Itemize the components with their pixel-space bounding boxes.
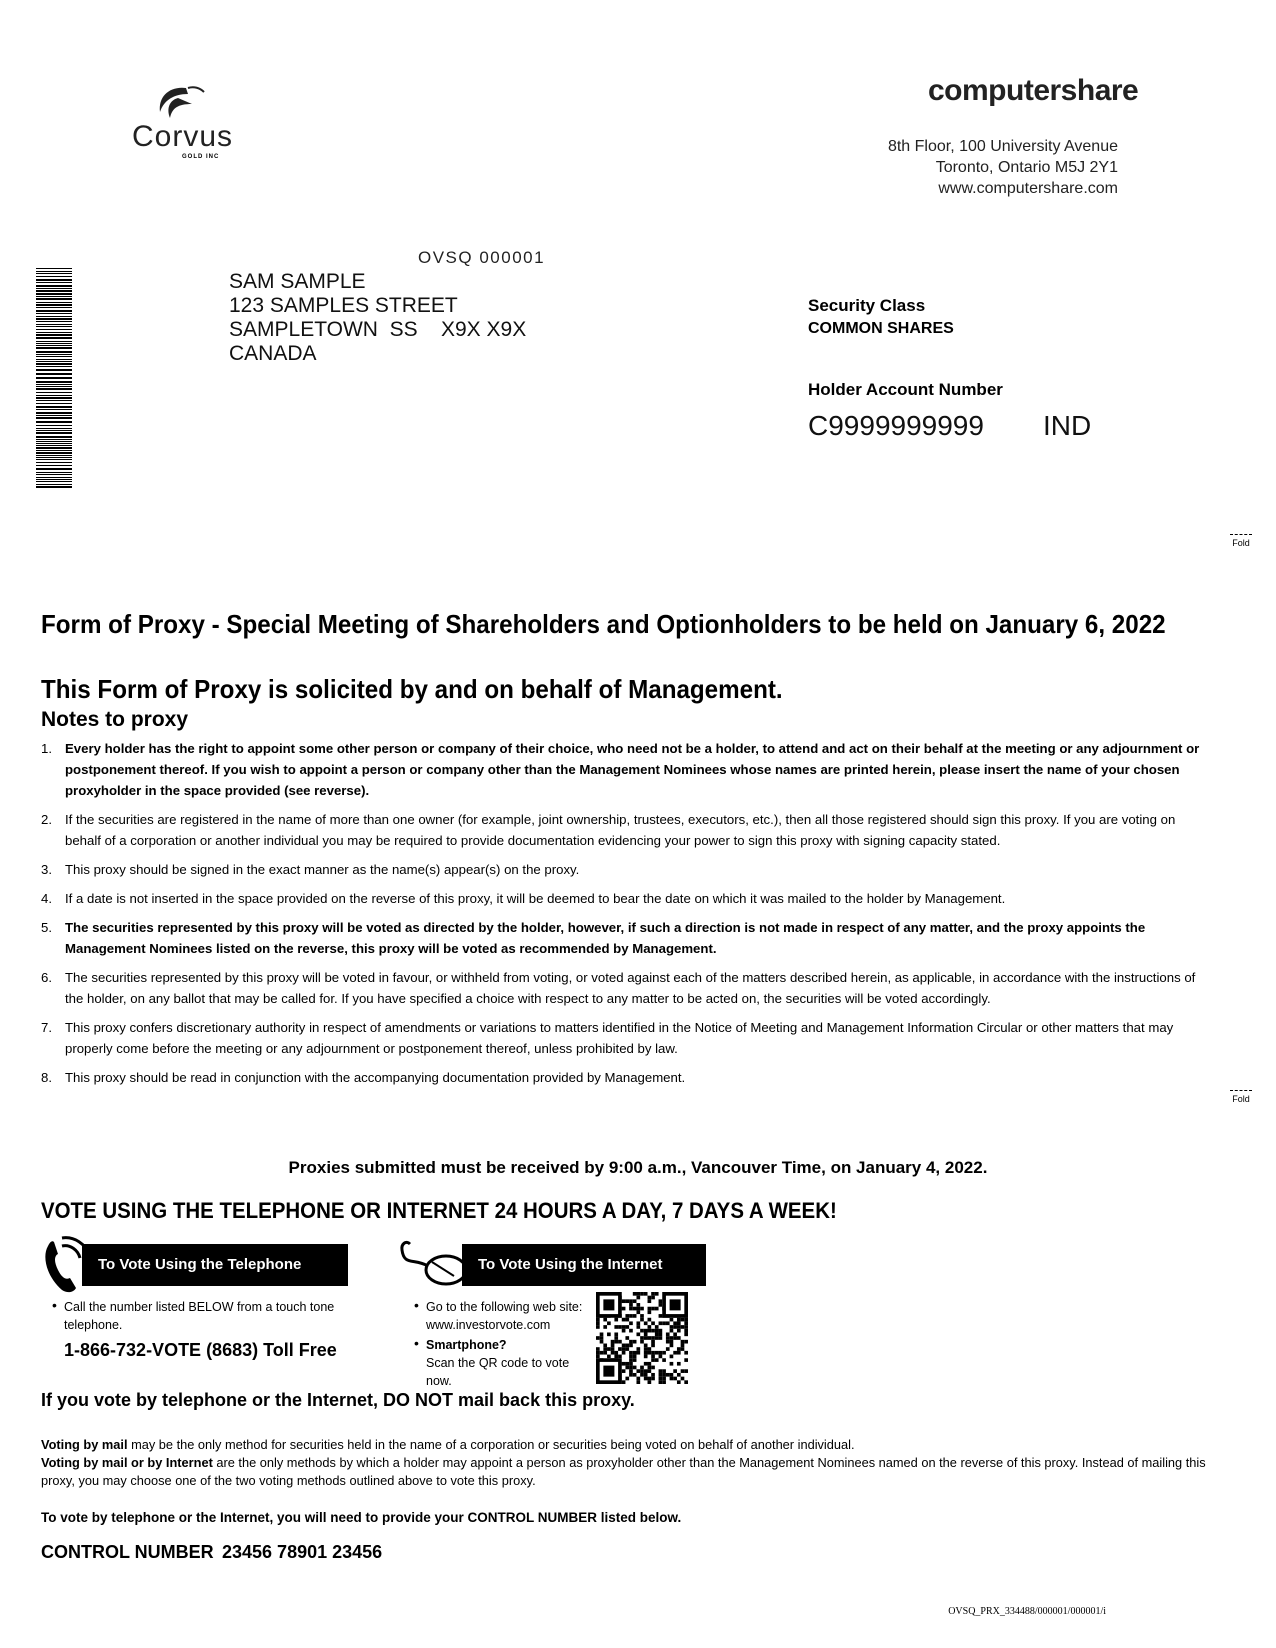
form-title: Form of Proxy - Special Meeting of Shareholders and Optionholders to be held on January 6, 2022 bbox=[41, 609, 1166, 639]
mail-internet-bold: Voting by mail or by Internet bbox=[41, 1455, 213, 1470]
computershare-logo: computershare bbox=[928, 74, 1139, 107]
account-type: IND bbox=[1043, 410, 1092, 441]
note-item bbox=[41, 917, 1211, 959]
note-number: 5. bbox=[41, 920, 52, 935]
internet-instruction: • Go to the following web site: www.investorvote.com bbox=[414, 1297, 583, 1332]
mailing-barcode bbox=[36, 268, 72, 490]
address-line: SAMPLETOWN SS X9X X9X bbox=[229, 318, 527, 341]
note-text: Every holder has the right to appoint some other person or company of their choice, who need not be a holder, to attend and act on their behalf at the meeting or any adjournment or postponement thereof. If you wish to appoint a person or company other than the Management Nominees whose names are printed herein, please insert the name of your chosen proxyholder in the space provided (see reverse). bbox=[65, 741, 1200, 798]
no-mail-notice: If you vote by telephone or the Internet, DO NOT mail back this proxy. bbox=[41, 1390, 635, 1410]
fold-mark bbox=[1230, 534, 1252, 548]
mail-voting-bold: Voting by mail bbox=[41, 1437, 128, 1452]
note-text: The securities represented by this proxy will be voted in favour, or withheld from voting, or voted against each of the matters described herein, as applicable, in accordance with the instructions of the holder, on any ballot that may be called for. If you have specified a choice with respect to any matter to be acted on, the securities will be voted accordingly. bbox=[65, 970, 1196, 1006]
mail-voting-paragraph bbox=[41, 1436, 1221, 1490]
telephone-number: 1-866-732-VOTE (8683) Toll Free bbox=[64, 1340, 337, 1360]
control-number: 23456 78901 23456 bbox=[222, 1542, 383, 1562]
document-id: OVSQ_PRX_334488/000001/000001/i bbox=[948, 1606, 1106, 1617]
note-item bbox=[41, 888, 1211, 909]
account-number: C9999999999 bbox=[808, 410, 984, 441]
security-class-label: Security Class bbox=[808, 296, 926, 315]
mail-internet-text: are the only methods by which a holder may appoint a person as proxyholder other than the Management Nominees named on the reverse of this proxy. Instead of mailing this proxy, you may choose one of the two voting methods outlined above to vote this proxy. bbox=[41, 1455, 1206, 1488]
telephone-vote-bar: To Vote Using the Telephone bbox=[82, 1244, 348, 1286]
smartphone-text: Scan the QR code to vote now. bbox=[426, 1356, 570, 1388]
internet-instruction-text: Go to the following web site: bbox=[426, 1300, 583, 1314]
note-item bbox=[41, 859, 1211, 880]
note-text: This proxy should be signed in the exact manner as the name(s) appear(s) on the proxy. bbox=[65, 862, 580, 877]
mouse-icon bbox=[396, 1236, 472, 1294]
note-item bbox=[41, 738, 1211, 801]
control-number-label: CONTROL NUMBER bbox=[41, 1542, 214, 1562]
fold-label: Fold bbox=[1232, 538, 1250, 548]
agent-address-line: www.computershare.com bbox=[938, 180, 1118, 197]
note-number: 1. bbox=[41, 741, 52, 756]
agent-address-line: Toronto, Ontario M5J 2Y1 bbox=[935, 159, 1118, 176]
address-line: 123 SAMPLES STREET bbox=[229, 294, 458, 317]
internet-url[interactable]: www.investorvote.com bbox=[426, 1318, 551, 1332]
solicitation-statement: This Form of Proxy is solicited by and on behalf of Management. bbox=[41, 674, 783, 704]
telephone-instruction-text: Call the number listed BELOW from a touch tone telephone. bbox=[64, 1300, 335, 1332]
note-number: 4. bbox=[41, 891, 52, 906]
note-number: 6. bbox=[41, 970, 52, 985]
note-number: 2. bbox=[41, 812, 52, 827]
corvus-logo bbox=[130, 84, 240, 164]
agent-address bbox=[888, 136, 1118, 199]
note-number: 3. bbox=[41, 862, 52, 877]
issuer-sub: GOLD INC bbox=[182, 154, 220, 160]
note-number: 8. bbox=[41, 1070, 52, 1085]
address-line: SAM SAMPLE bbox=[229, 270, 366, 293]
note-text: This proxy should be read in conjunction with the accompanying documentation provided by Management. bbox=[65, 1070, 686, 1085]
security-class-value: COMMON SHARES bbox=[808, 320, 954, 337]
note-item bbox=[41, 1067, 1211, 1088]
mailing-address bbox=[229, 270, 526, 366]
mail-voting-text: may be the only method for securities held in the name of a corporation or securities being voted on behalf of another individual. bbox=[127, 1437, 855, 1452]
note-text: If the securities are registered in the name of more than one owner (for example, joint ownership, trustees, executors, etc.), then all those registered should sign this proxy. If you are voting on behalf of a corporation or another individual you may be required to provide documentation evidencing your power to sign this proxy with signing capacity stated. bbox=[65, 812, 1176, 848]
note-item bbox=[41, 967, 1211, 1009]
fold-mark bbox=[1230, 1090, 1252, 1104]
vote-heading: VOTE USING THE TELEPHONE OR INTERNET 24 HOURS A DAY, 7 DAYS A WEEK! bbox=[41, 1198, 837, 1223]
note-item bbox=[41, 1017, 1211, 1059]
submission-deadline: Proxies submitted must be received by 9:00 a.m., Vancouver Time, on January 4, 2022. bbox=[288, 1158, 988, 1177]
issuer-name: Corvus bbox=[132, 120, 234, 153]
note-text: If a date is not inserted in the space provided on the reverse of this proxy, it will be deemed to bear the date on which it was mailed to the holder by Management. bbox=[65, 891, 1006, 906]
mailing-code: OVSQ 000001 bbox=[418, 248, 546, 267]
note-text: This proxy confers discretionary authority in respect of amendments or variations to matters identified in the Notice of Meeting and Management Information Circular or other matters that may properly come before the meeting or any adjournment or postponement thereof, unless prohibited by law. bbox=[65, 1020, 1174, 1056]
notes-list bbox=[41, 738, 1211, 1096]
note-item bbox=[41, 809, 1211, 851]
account-number-label: Holder Account Number bbox=[808, 380, 1003, 399]
note-number: 7. bbox=[41, 1020, 52, 1035]
note-text: The securities represented by this proxy will be voted as directed by the holder, however, if such a direction is not made in respect of any matter, and the proxy appoints the Management Nominees listed on the reverse, this proxy will be voted as recommended by Management. bbox=[65, 920, 1146, 956]
address-line: CANADA bbox=[229, 342, 317, 365]
corvus-bird-icon bbox=[148, 84, 208, 124]
internet-vote-bar: To Vote Using the Internet bbox=[462, 1244, 706, 1286]
smartphone-title: Smartphone? bbox=[426, 1338, 507, 1352]
qr-code[interactable] bbox=[596, 1292, 688, 1384]
smartphone-instruction: • Smartphone? Scan the QR code to vote now. bbox=[414, 1336, 594, 1390]
fold-label: Fold bbox=[1232, 1094, 1250, 1104]
control-number-note: To vote by telephone or the Internet, you will need to provide your CONTROL NUMBER listed below. bbox=[41, 1510, 682, 1525]
notes-title: Notes to proxy bbox=[41, 708, 189, 731]
telephone-instruction: • Call the number listed BELOW from a touch tone telephone. bbox=[52, 1298, 352, 1334]
agent-address-line: 8th Floor, 100 University Avenue bbox=[887, 138, 1118, 155]
